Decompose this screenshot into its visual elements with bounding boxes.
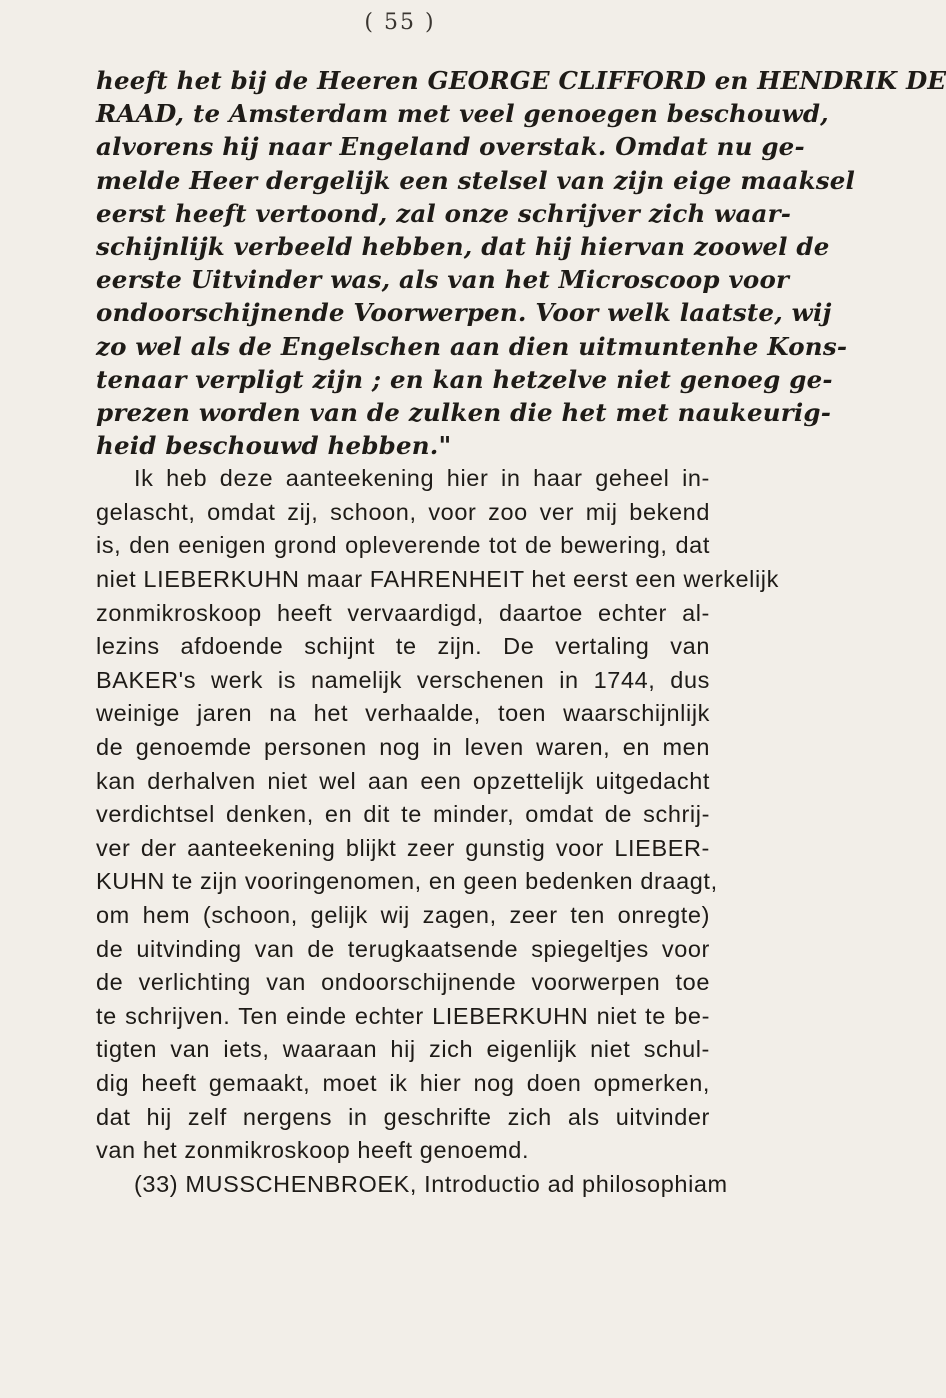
text-line: ondoorschijnende Voorwerpen. Voor welk laatste, wij	[96, 298, 832, 328]
text-line: niet LIEBERKUHN maar FAHRENHEIT het eerst een werkelijk	[96, 566, 779, 593]
text-line: Ik heb deze aanteekening hier in haar geheel in-	[134, 465, 710, 492]
text-line: te schrijven. Ten einde echter LIEBERKUHN niet te be-	[96, 1002, 710, 1029]
body-text	[96, 64, 946, 1201]
text-line: de uitvinding van de terugkaatsende spiegeltjes voor	[96, 935, 710, 962]
text-line: is, den eenigen grond opleverende tot de bewering, dat	[96, 532, 710, 559]
text-line: de genoemde personen nog in leven waren, en men	[96, 734, 710, 760]
text-line: dat hij zelf nergens in geschrifte zich als uitvinder	[96, 1103, 710, 1130]
text-line: gelascht, omdat zij, schoon, voor zoo ver mij bekend	[96, 498, 710, 525]
text-line: heid beschouwd hebben."	[96, 431, 452, 461]
text-line: dig heeft gemaakt, moet ik hier nog doen opmerken,	[96, 1069, 710, 1096]
text-line: prezen worden van de zulken die het met naukeurig-	[96, 397, 832, 427]
text-line: tigten van iets, waaraan hij zich eigenlijk niet schul-	[96, 1036, 710, 1063]
text-line: schijnlijk verbeeld hebben, dat hij hiervan zoowel de	[96, 231, 830, 261]
text-line: eerste Uitvinder was, als van het Microscoop voor	[96, 265, 790, 295]
text-line: BAKER's werk is namelijk verschenen in 1744, dus	[96, 666, 710, 693]
text-line: lezins afdoende schijnt te zijn. De vertaling van	[96, 633, 710, 660]
text-line: RAAD, te Amsterdam met veel genoegen beschouwd,	[96, 99, 829, 129]
text-line: weinige jaren na het verhaalde, toen waarschijnlijk	[96, 700, 710, 727]
text-line: eerst heeft vertoond, zal onze schrijver zich waar-	[96, 198, 792, 228]
quoted-paragraph	[96, 64, 946, 462]
page-number: ( 55 )	[364, 10, 436, 35]
text-line: KUHN te zijn vooringenomen, en geen bedenken draagt,	[96, 868, 718, 895]
footnote-paragraph	[96, 1168, 728, 1202]
text-line: om hem (schoon, gelijk wij zagen, zeer ten onregte)	[96, 901, 710, 928]
text-line: heeft het bij de Heeren GEORGE CLIFFORD en HENDRIK DE	[96, 66, 946, 95]
commentary-paragraph	[96, 462, 779, 1167]
text-line: verdichtsel denken, en dit te minder, omdat de schrij-	[96, 801, 710, 828]
text-line: ver der aanteekening blijkt zeer gunstig voor LIEBER-	[96, 834, 710, 861]
text-line: van het zonmikroskoop heeft genoemd.	[96, 1137, 530, 1164]
text-line: alvorens hij naar Engeland overstak. Omdat nu ge-	[96, 132, 805, 162]
text-line: melde Heer dergelijk een stelsel van zijn eige maaksel	[96, 165, 856, 195]
text-line: tenaar verpligt zijn ; en kan hetzelve niet genoeg ge-	[96, 364, 833, 394]
text-line: kan derhalven niet wel aan een opzettelijk uitgedacht	[96, 767, 710, 794]
text-line: de verlichting van ondoorschijnende voorwerpen toe	[96, 969, 710, 996]
footnote-line: (33) MUSSCHENBROEK, Introductio ad philosophiam	[134, 1170, 728, 1197]
text-line: zonmikroskoop heeft vervaardigd, daartoe echter al-	[96, 599, 710, 626]
text-line: zo wel als de Engelschen aan dien uitmuntenhe Kons-	[96, 331, 848, 361]
